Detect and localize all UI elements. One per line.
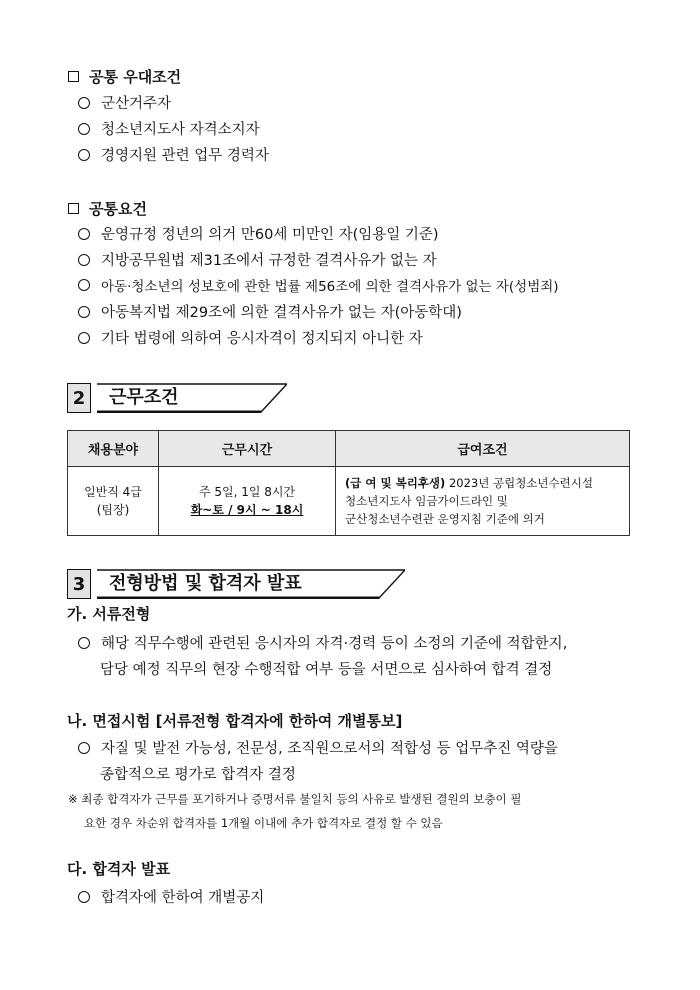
- section-title: 근무조건: [109, 387, 179, 408]
- list-item: 합격자에 한하여 개별공지: [78, 886, 264, 907]
- hours-cell: 주 5일, 1일 8시간 화~토 / 9시 ~ 18시: [159, 467, 336, 536]
- circle-bullet-icon: [78, 123, 90, 135]
- circle-bullet-icon: [78, 149, 90, 161]
- subsection-c-title: 다. 합격자 발표: [67, 860, 171, 878]
- work-conditions-table: [67, 430, 630, 536]
- list-item: 군산거주자: [78, 92, 171, 113]
- square-bullet-icon: [68, 71, 79, 82]
- subsection-b-title: 나. 면접시험 [서류전형 합격자에 한하여 개별통보]: [67, 712, 403, 730]
- table-row: [68, 467, 630, 536]
- list-item: 기타 법령에 의하여 응시자격이 정지되지 아니한 자: [78, 327, 423, 348]
- circle-bullet-icon: [78, 228, 90, 240]
- list-item: 경영지원 관련 업무 경력자: [78, 144, 269, 165]
- requirements-heading: [68, 198, 147, 219]
- circle-bullet-icon: [78, 279, 90, 291]
- list-item: 청소년지도사 자격소지자: [78, 118, 260, 139]
- subsection-a-text: 해당 직무수행에 관련된 응시자의 자격·경력 등이 소정의 기준에 적합한지, 담당 예정 직무의 현장 수행적합 여부 등을 서면으로 심사하여 합격 결정: [78, 632, 567, 653]
- subsection-a-title: 가. 서류전형: [67, 605, 151, 623]
- list-item: 아동·청소년의 성보호에 관한 법률 제56조에 의한 결격사유가 없는 자(성범죄): [78, 275, 559, 295]
- section-2-heading: [67, 383, 287, 413]
- section-number: 2: [67, 383, 91, 413]
- circle-bullet-icon: [78, 254, 90, 266]
- requirements-title: 공통요건: [89, 200, 147, 218]
- section-title: 전형방법 및 합격자 발표: [109, 573, 302, 594]
- table-header-row: 채용분야 근무시간 급여조건: [68, 431, 630, 467]
- field-cell: 일반직 4급 (팀장): [68, 467, 159, 536]
- circle-bullet-icon: [78, 742, 90, 754]
- circle-bullet-icon: [78, 97, 90, 109]
- note-line: ※ 최종 합격자가 근무를 포기하거나 증명서류 불일치 등의 사유로 발생된 결원의 보충이 필: [68, 792, 522, 806]
- preferential-title: 공통 우대조건: [89, 68, 182, 86]
- note-line: 요한 경우 차순위 합격자를 1개월 이내에 추가 합격자로 결정 할 수 있음: [84, 816, 443, 830]
- circle-bullet-icon: [78, 891, 90, 903]
- list-item: 지방공무원법 제31조에서 규정한 결격사유가 없는 자: [78, 249, 437, 270]
- square-bullet-icon: [68, 203, 79, 214]
- list-item: 운영규정 정년의 의거 만60세 미만인 자(임용일 기준): [78, 223, 439, 244]
- list-item: 아동복지법 제29조에 의한 결격사유가 없는 자(아동학대): [78, 301, 462, 322]
- preferential-heading: [68, 66, 181, 87]
- salary-cell: (급 여 및 복리후생) 2023년 공립청소년수련시설 청소년지도사 임금가이드라인 및 군산청소년수련관 운영지침 기준에 의거: [336, 467, 630, 536]
- circle-bullet-icon: [78, 637, 90, 649]
- section-number: 3: [67, 569, 91, 599]
- subsection-b-text: 자질 및 발전 가능성, 전문성, 조직원으로서의 적합성 등 업무추진 역량을 종합적으로 평가로 합격자 결정: [78, 737, 558, 758]
- section-3-heading: [67, 569, 405, 599]
- circle-bullet-icon: [78, 306, 90, 318]
- circle-bullet-icon: [78, 332, 90, 344]
